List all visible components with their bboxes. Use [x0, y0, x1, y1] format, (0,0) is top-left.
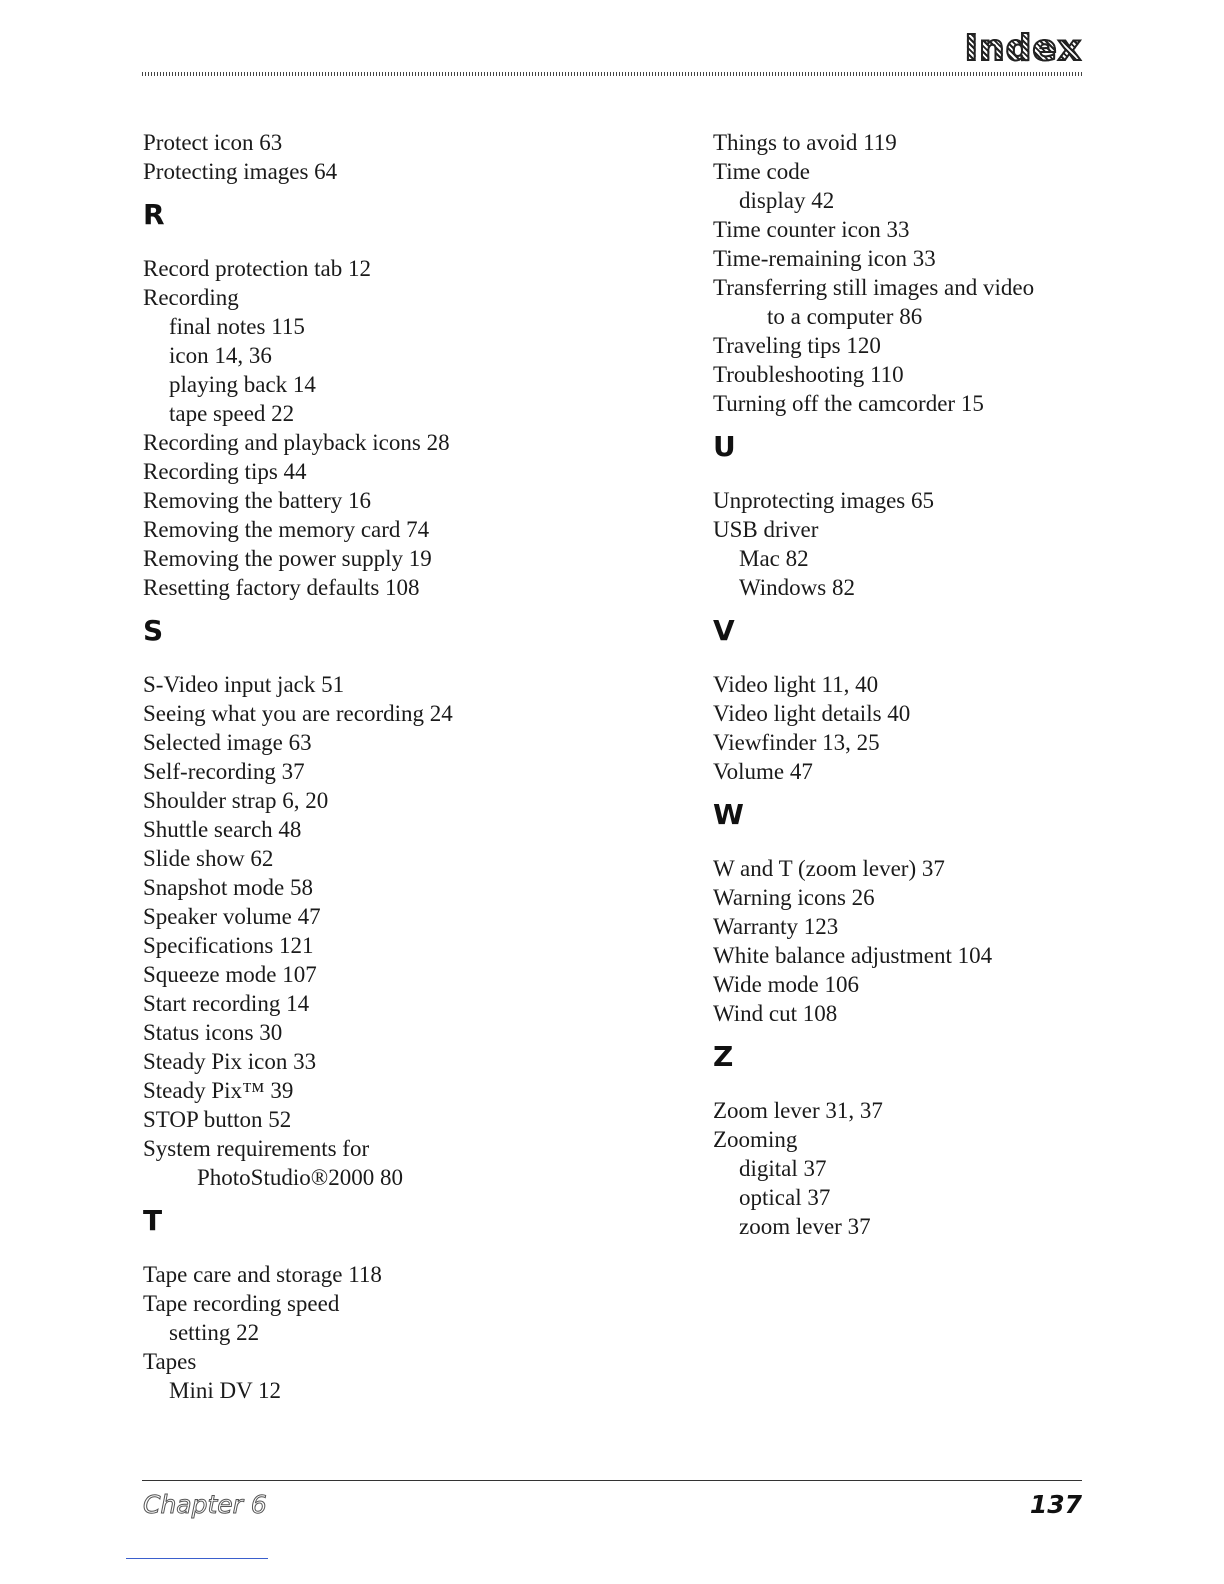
index-entry: Warranty 123: [713, 914, 839, 939]
index-entry: Video light 11, 40: [713, 672, 879, 697]
index-entry: Zoom lever 31, 37: [713, 1098, 883, 1123]
index-column-left: [143, 128, 683, 1405]
index-entry: Wide mode 106: [713, 972, 859, 997]
index-entry: W and T (zoom lever) 37: [713, 856, 945, 881]
index-entry: STOP button 52: [143, 1107, 292, 1132]
index-entry: Time code: [713, 159, 810, 184]
index-entry: System requirements for: [143, 1136, 370, 1161]
index-entry: Protecting images 64: [143, 159, 338, 184]
index-group: [143, 128, 683, 186]
index-entry: Zooming: [713, 1127, 798, 1152]
index-group-t-cont: [713, 128, 1113, 418]
index-entry: display 42: [739, 188, 835, 213]
index-entry: Seeing what you are recording 24: [143, 701, 453, 726]
index-entry: Resetting factory defaults 108: [143, 575, 420, 600]
index-group-w: [713, 854, 1113, 1028]
index-entry: Recording: [143, 285, 239, 310]
index-entry: tape speed 22: [169, 401, 295, 426]
index-entry: Time-remaining icon 33: [713, 246, 936, 271]
index-entry: Shoulder strap 6, 20: [143, 788, 329, 813]
section-letter-w: W: [713, 798, 744, 831]
index-entry: Tape recording speed: [143, 1291, 340, 1316]
index-entry: USB driver: [713, 517, 819, 542]
index-group-t: [143, 1260, 683, 1405]
index-entry: to a computer 86: [767, 304, 923, 329]
index-entry: Warning icons 26: [713, 885, 875, 910]
footer-underline: [126, 1558, 268, 1559]
index-group-r: [143, 254, 683, 602]
index-entry: Removing the power supply 19: [143, 546, 432, 571]
index-group-v: [713, 670, 1113, 786]
index-entry: Steady Pix icon 33: [143, 1049, 317, 1074]
index-entry: Transferring still images and video: [713, 275, 1035, 300]
index-entry: Turning off the camcorder 15: [713, 391, 984, 416]
section-letter-z: Z: [713, 1040, 734, 1073]
index-entry: playing back 14: [169, 372, 316, 397]
index-entry: Recording and playback icons 28: [143, 430, 450, 455]
index-entry: optical 37: [739, 1185, 831, 1210]
index-entry: Removing the memory card 74: [143, 517, 430, 542]
section-letter-v: V: [713, 614, 735, 647]
index-entry: White balance adjustment 104: [713, 943, 993, 968]
index-entry: Mac 82: [739, 546, 809, 571]
index-entry: Things to avoid 119: [713, 130, 897, 155]
index-entry: Wind cut 108: [713, 1001, 838, 1026]
index-entry: Speaker volume 47: [143, 904, 321, 929]
section-letter-r: R: [143, 198, 165, 231]
index-entry: Tapes: [143, 1349, 197, 1374]
index-entry: Removing the battery 16: [143, 488, 372, 513]
index-entry: Unprotecting images 65: [713, 488, 935, 513]
index-entry: Steady Pix™ 39: [143, 1078, 294, 1103]
index-entry: Specifications 121: [143, 933, 314, 958]
index-entry: final notes 115: [169, 314, 305, 339]
index-entry: PhotoStudio®2000 80: [197, 1165, 403, 1190]
index-entry: Volume 47: [713, 759, 813, 784]
index-entry: Mini DV 12: [169, 1378, 282, 1403]
index-entry: Selected image 63: [143, 730, 312, 755]
section-letter-t: T: [143, 1204, 163, 1237]
index-entry: Tape care and storage 118: [143, 1262, 382, 1287]
index-entry: Windows 82: [739, 575, 855, 600]
index-entry: Start recording 14: [143, 991, 310, 1016]
section-letter-s: S: [143, 614, 164, 647]
index-entry: Record protection tab 12: [143, 256, 372, 281]
index-entry: Shuttle search 48: [143, 817, 302, 842]
section-letter-u: U: [713, 430, 736, 463]
index-entry: S-Video input jack 51: [143, 672, 345, 697]
footer-divider: [142, 1480, 1082, 1481]
index-group-s: [143, 670, 683, 1192]
index-entry: Self-recording 37: [143, 759, 305, 784]
index-entry: setting 22: [169, 1320, 260, 1345]
index-entry: Squeeze mode 107: [143, 962, 317, 987]
index-entry: Troubleshooting 110: [713, 362, 904, 387]
index-entry: Protect icon 63: [143, 130, 283, 155]
index-group-z: [713, 1096, 1113, 1241]
header-divider: [142, 72, 1082, 76]
index-entry: zoom lever 37: [739, 1214, 871, 1239]
index-entry: Viewfinder 13, 25: [713, 730, 880, 755]
index-entry: digital 37: [739, 1156, 827, 1181]
page-number: 137: [1029, 1490, 1082, 1519]
index-entry: Snapshot mode 58: [143, 875, 313, 900]
index-entry: icon 14, 36: [169, 343, 272, 368]
index-group-u: [713, 486, 1113, 602]
index-column-right: [713, 128, 1113, 1241]
index-entry: Time counter icon 33: [713, 217, 910, 242]
index-entry: Video light details 40: [713, 701, 911, 726]
index-entry: Status icons 30: [143, 1020, 283, 1045]
footer-chapter-label: Chapter 6: [143, 1490, 267, 1519]
index-entry: Traveling tips 120: [713, 333, 881, 358]
index-entry: Recording tips 44: [143, 459, 307, 484]
page-title: Index: [964, 28, 1082, 69]
index-entry: Slide show 62: [143, 846, 274, 871]
